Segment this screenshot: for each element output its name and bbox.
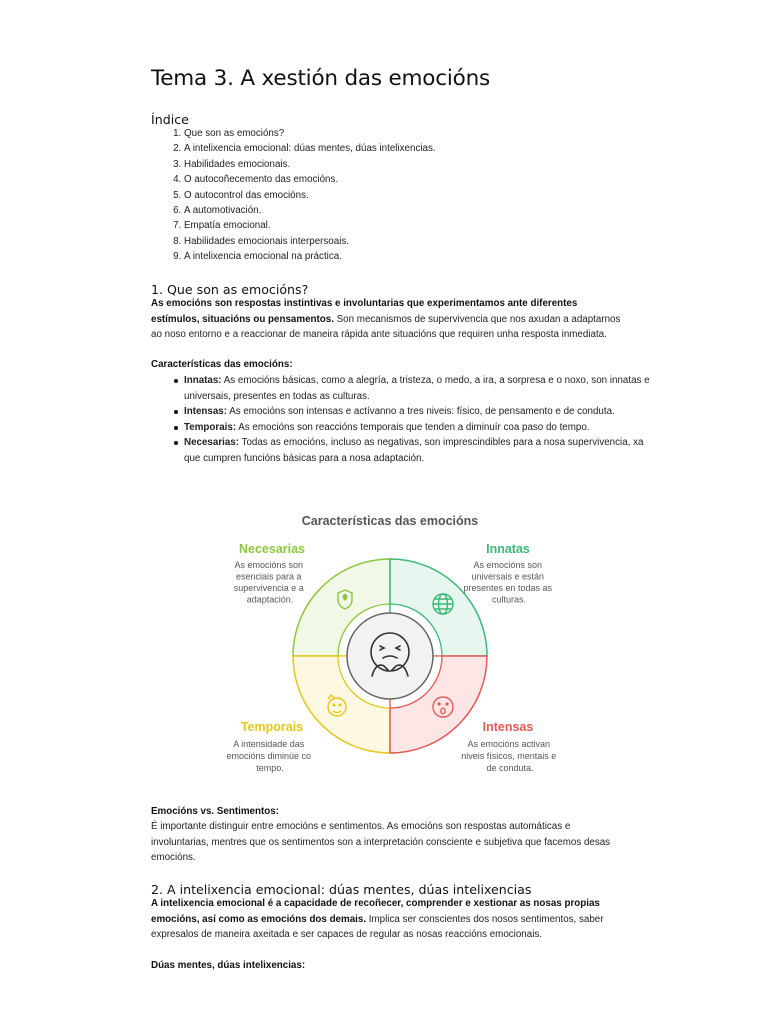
characteristics-label: Características das emocións: bbox=[151, 359, 293, 370]
emotions-vs-feelings-text: É importante distinguir entre emocións e sentimentos. As emocións son respostas automáticas e involuntarias, mentres que os sentimentos son a interpretación consciente e subjetiva que facemos desas emocións. bbox=[151, 821, 611, 864]
section-1-intro-rest: Son mecanismos de supervivencia que nos axudan a adaptarnos ao noso entorno e a reaccionar de maneira rápida ante situacións que requiren unha resposta inmediata. bbox=[151, 313, 621, 341]
trait-term: Temporais: bbox=[184, 421, 237, 433]
trait-item-innatas bbox=[184, 373, 654, 404]
quadrant-label-necesarias: Necesarias bbox=[238, 542, 306, 556]
trait-text: As emocións básicas, como a alegría, a tristeza, o medo, a ira, a sorpresa e o noxo, son innatas e universais, presentes en todas as culturas. bbox=[184, 375, 650, 402]
quadrant-desc-intensas bbox=[461, 739, 559, 773]
trait-text: As emocións son intensas e actívanno a tres niveis: físico, de pensamento e de conduta. bbox=[227, 406, 615, 418]
desc-line: A intensidade das bbox=[233, 739, 305, 749]
trait-item-intensas bbox=[184, 404, 654, 420]
trait-item-temporais bbox=[184, 420, 654, 436]
index-item: 7. Empatía emocional. bbox=[184, 218, 436, 233]
characteristics-diagram bbox=[196, 506, 576, 796]
index-item: 6. A automotivación. bbox=[184, 203, 436, 218]
desc-line: niveis físicos, mentais e bbox=[461, 751, 557, 761]
quadrant-label-intensas: Intensas bbox=[482, 720, 534, 734]
index-item: 8. Habilidades emocionais interpersoais. bbox=[184, 234, 436, 249]
desc-line: de conduta. bbox=[486, 763, 534, 773]
desc-line: culturas. bbox=[491, 594, 527, 605]
emotions-vs-feelings-label: Emocións vs. Sentimentos: bbox=[151, 806, 279, 817]
trait-text: Todas as emocións, incluso as negativas, son imprescindibles para a nosa supervivencia, xa que cumpren funcións básicas para a nosa adaptación. bbox=[184, 437, 644, 464]
quadrant-label-temporais: Temporais bbox=[240, 720, 304, 734]
desc-line: As emocións son bbox=[234, 560, 304, 570]
diagram-title: Características das emocións bbox=[301, 514, 479, 528]
quadrant-label-innatas: Innatas bbox=[486, 542, 530, 556]
quadrant-desc-necesarias bbox=[234, 560, 307, 605]
index-item: 2. A intelixencia emocional: dúas mentes, dúas intelixencias. bbox=[184, 141, 436, 156]
section-2-heading: 2. A intelixencia emocional: dúas mentes, dúas intelixencias bbox=[151, 882, 532, 897]
index-item: 9. A intelixencia emocional na práctica. bbox=[184, 249, 436, 264]
index-item: 3. Habilidades emocionais. bbox=[184, 157, 436, 172]
section-1-intro-bold: As emocións son respostas instintivas e involuntarias que experimentamos ante diferentes estímulos, situacións ou pensamentos. bbox=[151, 298, 578, 325]
characteristics-list bbox=[151, 373, 654, 467]
desc-line: supervivencia e a bbox=[233, 583, 304, 593]
two-minds-label: Dúas mentes, dúas intelixencias: bbox=[151, 960, 306, 971]
trait-term: Necesarias: bbox=[184, 437, 240, 449]
section-1-heading: 1. Que son as emocións? bbox=[151, 282, 309, 297]
desc-line: tempo. bbox=[256, 763, 284, 773]
desc-line: presentes en todas as bbox=[463, 583, 553, 593]
quadrant-desc-temporais bbox=[226, 739, 313, 773]
desc-line: universais e están bbox=[471, 571, 545, 582]
desc-line: adaptación. bbox=[246, 594, 294, 605]
desc-line: emocións diminúe co bbox=[226, 751, 312, 761]
index-item: 5. O autocontrol das emocións. bbox=[184, 188, 436, 203]
desc-line: As emocións son bbox=[473, 560, 543, 570]
index-item: 1. Que son as emocións? bbox=[184, 126, 436, 141]
trait-term: Innatas: bbox=[184, 375, 222, 386]
section-2-intro bbox=[151, 896, 621, 943]
desc-line: esenciais para a bbox=[235, 571, 302, 582]
desc-line: As emocións activan bbox=[467, 739, 551, 749]
trait-term: Intensas: bbox=[184, 406, 228, 418]
quadrant-desc-innatas bbox=[463, 560, 554, 605]
section-2-intro-rest: Implica ser conscientes dos nosos sentimentos, saber expresalos de maneira axeitada e ser capaces de regular as nosas reaccións emocionais. bbox=[151, 913, 604, 941]
index-list bbox=[151, 126, 436, 265]
trait-item-necesarias bbox=[184, 435, 654, 466]
section-2-intro-bold: A intelixencia emocional é a capacidade de recoñecer, comprender e xestionar as nosas propias emocións, así como as emocións dos demais. bbox=[151, 898, 600, 925]
document-title: Tema 3. A xestión das emocións bbox=[151, 66, 491, 91]
trait-text: As emocións son reaccións temporais que tenden a diminuír coa paso do tempo. bbox=[236, 421, 590, 433]
index-heading: Índice bbox=[151, 112, 189, 127]
section-1-intro bbox=[151, 296, 621, 343]
index-item: 4. O autocoñecemento das emocións. bbox=[184, 172, 436, 187]
